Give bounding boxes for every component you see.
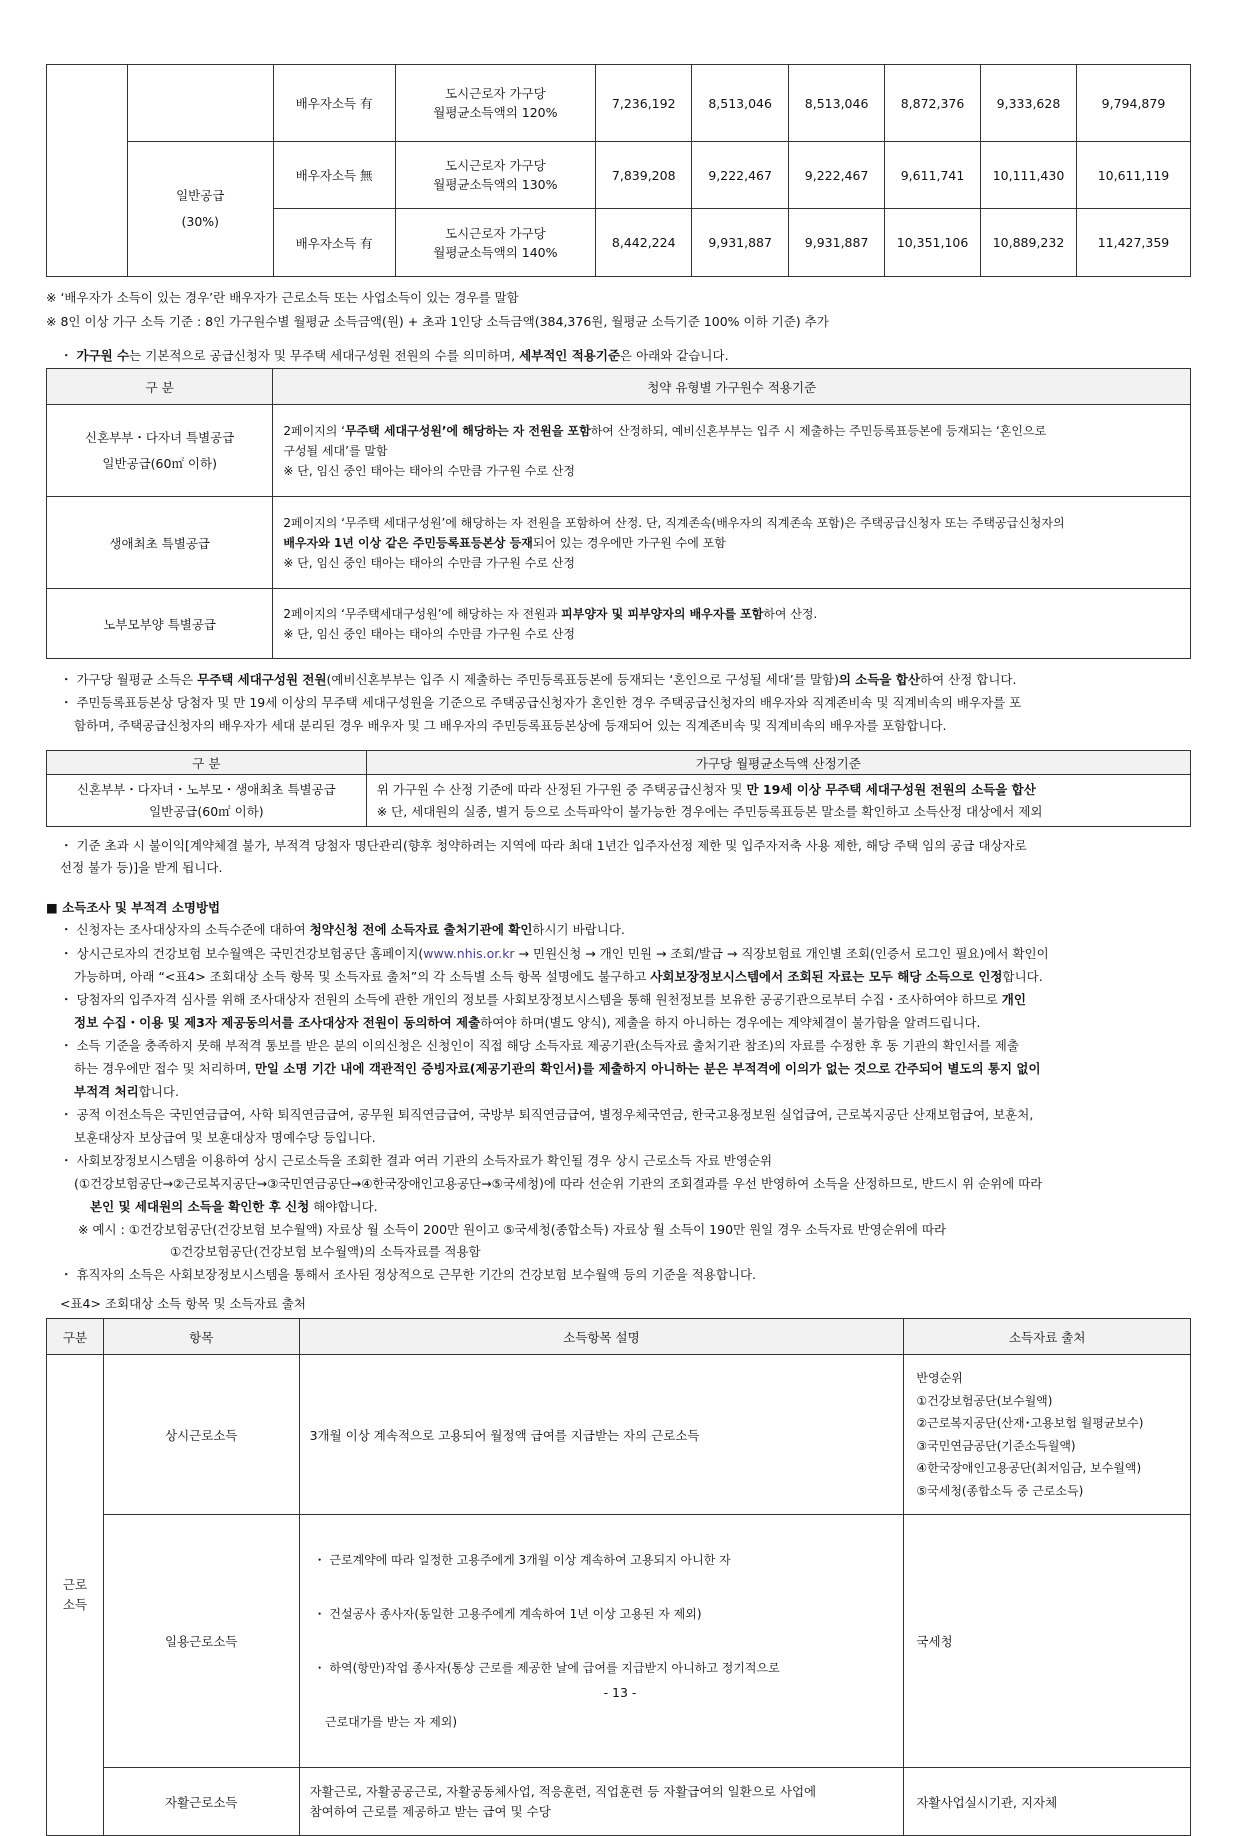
penalty-line-1: ・ 기준 초과 시 불이익[계약체결 불가, 부적격 당첨자 명단관리(향후 청약하려는 지역에 따라 최대 1년간 입주자선정 제한 및 입주자저축 사용 제한, 해당 주택 임의 공급 대상자로 bbox=[60, 838, 1027, 853]
income-bullet-1: ・ 가구당 월평균 소득은 무주택 세대구성원 전원(예비신혼부부는 입주 시 제출하는 주민등록표등본에 등재되는 ‘혼인으로 구성될 세대’를 말함)의 소득을 합산하여 산정 합니다. bbox=[60, 672, 1017, 687]
source-cell: 국세청 bbox=[904, 1515, 1191, 1768]
header-category: 구 분 bbox=[47, 751, 367, 775]
household-bullet: ・ 가구원 수는 기본적으로 공급신청자 및 무주택 세대구성원 전원의 수를 의미하며, 세부적인 적용기준은 아래와 같습니다. bbox=[60, 348, 729, 363]
spouse-income-cell: 배우자소득 有 bbox=[273, 209, 395, 277]
value-cell: 9,222,467 bbox=[789, 142, 885, 209]
table4-caption: <표4> 조회대상 소득 항목 및 소득자료 출처 bbox=[60, 1296, 306, 1311]
value-cell: 8,513,046 bbox=[789, 65, 885, 142]
item-cell: 일용근로소득 bbox=[103, 1515, 299, 1768]
household-count-table bbox=[46, 368, 1191, 659]
basis-cell: 도시근로자 가구당 월평균소득액의 140% bbox=[395, 209, 596, 277]
value-cell: 8,442,224 bbox=[596, 209, 692, 277]
desc-cell: ・ 근로계약에 따라 일정한 고용주에게 3개월 이상 계속하여 고용되지 아니한 자 ・ 건설공사 종사자(동일한 고용주에게 계속하여 1년 이상 고용된 자 제외) ・ 하역(항만)작업 종사자(통상 근로를 제공한 날에 급여를 지급받지 아니하고 정기적으로 근로대가를 받는 자 제외) bbox=[299, 1515, 904, 1768]
value-cell: 9,794,879 bbox=[1076, 65, 1190, 142]
header-category: 구 분 bbox=[47, 369, 273, 405]
outer-blank-cell bbox=[47, 65, 128, 277]
header-desc: 소득항목 설명 bbox=[299, 1319, 904, 1355]
header-item: 항목 bbox=[103, 1319, 299, 1355]
source-cell: 자활사업실시기관, 지자체 bbox=[904, 1768, 1191, 1836]
row-label: 신혼부부・다자녀・노부모・생애최초 특별공급 일반공급(60㎡ 이하) bbox=[47, 775, 367, 827]
value-cell: 9,222,467 bbox=[692, 142, 789, 209]
row-criteria: 위 가구원 수 산정 기준에 따라 산정된 가구원 중 주택공급신청자 및 만 19세 이상 무주택 세대구성원 전원의 소득을 합산 ※ 단, 세대원의 실종, 별거 등으로 소득파악이 불가능한 경우에는 주민등록표등본 말소를 확인하고 소득산정 대상에서 제외 bbox=[366, 775, 1190, 827]
value-cell: 8,872,376 bbox=[885, 65, 981, 142]
desc-cell: 자활근로, 자활공공근로, 자활공동체사업, 적응훈련, 직업훈련 등 자활급여의 일환으로 사업에 참여하여 근로를 제공하고 받는 급여 및 수당 bbox=[299, 1768, 904, 1836]
note-spouse: ※ ‘배우자가 소득이 있는 경우’란 배우자가 근로소득 또는 사업소득이 있는 경우를 말함 bbox=[46, 290, 519, 305]
row-label: 노부모부양 특별공급 bbox=[47, 589, 273, 659]
value-cell: 10,611,119 bbox=[1076, 142, 1190, 209]
row-criteria: 2페이지의 ‘무주택세대구성원’에 해당하는 자 전원과 피부양자 및 피부양자의 배우자를 포함하여 산정. ※ 단, 임신 중인 태아는 태아의 수만큼 가구원 수로 산정 bbox=[273, 589, 1191, 659]
row-criteria: 2페이지의 ‘무주택 세대구성원’에 해당하는 자 전원을 포함하여 산정하되, 예비신혼부부는 입주 시 제출하는 주민등록표등본에 등재되는 ‘혼인으로 구성될 세대’를 말함 ※ 단, 임신 중인 태아는 태아의 수만큼 가구원 수로 산정 bbox=[273, 405, 1191, 497]
blank-cell bbox=[127, 65, 273, 142]
note-8person: ※ 8인 이상 가구 소득 기준 : 8인 가구원수별 월평균 소득금액(원) + 초과 1인당 소득금액(384,376원, 월평균 소득기준 100% 이하 기준) 추가 bbox=[46, 314, 829, 329]
income-bullet-2: ・ 주민등록표등본상 당첨자 및 만 19세 이상의 무주택 세대구성원을 기준으로 주택공급신청자가 혼인한 경우 주택공급신청자의 배우자와 직계존비속 및 직계비속의 배우자를 포 bbox=[60, 695, 1022, 710]
basis-cell: 도시근로자 가구당 월평균소득액의 120% bbox=[395, 65, 596, 142]
nhis-link[interactable]: www.nhis.or.kr bbox=[423, 946, 515, 961]
item-cell: 상시근로소득 bbox=[103, 1355, 299, 1515]
desc-cell: 3개월 이상 계속적으로 고용되어 월정액 급여를 지급받는 자의 근로소득 bbox=[299, 1355, 904, 1515]
general-supply-label: 일반공급 (30%) bbox=[127, 142, 273, 277]
value-cell: 7,839,208 bbox=[596, 142, 692, 209]
group-label: 근로 소득 bbox=[47, 1355, 104, 1836]
value-cell: 9,333,628 bbox=[981, 65, 1077, 142]
income-calc-table bbox=[46, 750, 1191, 827]
header-criteria: 청약 유형별 가구원수 적용기준 bbox=[273, 369, 1191, 405]
spouse-income-cell: 배우자소득 有 bbox=[273, 65, 395, 142]
row-criteria: 2페이지의 ‘무주택 세대구성원’에 해당하는 자 전원을 포함하여 산정. 단, 직계존속(배우자의 직계존속 포함)은 주택공급신청자 또는 주택공급신청자의 배우자와 1년 이상 같은 주민등록표등본상 등재되어 있는 경우에만 가구원 수에 포함 ※ 단, 임신 중인 태아는 태아의 수만큼 가구원 수로 산정 bbox=[273, 497, 1191, 589]
header-criteria: 가구당 월평균소득액 산정기준 bbox=[366, 751, 1190, 775]
penalty-line-2: 선정 불가 등)]을 받게 됩니다. bbox=[60, 860, 223, 875]
value-cell: 10,889,232 bbox=[981, 209, 1077, 277]
section-title: ■ 소득조사 및 부적격 소명방법 bbox=[46, 900, 221, 915]
value-cell: 10,111,430 bbox=[981, 142, 1077, 209]
income-limit-table bbox=[46, 64, 1191, 277]
spouse-income-cell: 배우자소득 無 bbox=[273, 142, 395, 209]
header-source: 소득자료 출처 bbox=[904, 1319, 1191, 1355]
row-label: 생애최초 특별공급 bbox=[47, 497, 273, 589]
value-cell: 9,931,887 bbox=[789, 209, 885, 277]
value-cell: 9,611,741 bbox=[885, 142, 981, 209]
value-cell: 10,351,106 bbox=[885, 209, 981, 277]
page-number: - 13 - bbox=[603, 1685, 637, 1700]
basis-cell: 도시근로자 가구당 월평균소득액의 130% bbox=[395, 142, 596, 209]
row-label: 신혼부부・다자녀 특별공급 일반공급(60㎡ 이하) bbox=[47, 405, 273, 497]
value-cell: 9,931,887 bbox=[692, 209, 789, 277]
income-source-table bbox=[46, 1318, 1191, 1836]
item-cell: 자활근로소득 bbox=[103, 1768, 299, 1836]
value-cell: 11,427,359 bbox=[1076, 209, 1190, 277]
value-cell: 7,236,192 bbox=[596, 65, 692, 142]
income-bullet-2-cont: 함하며, 주택공급신청자의 배우자가 세대 분리된 경우 배우자 및 그 배우자의 주민등록표등본상에 등재되어 있는 직계존비속 및 직계비속의 배우자를 포함합니다. bbox=[74, 718, 947, 733]
source-cell: 반영순위 ①건강보험공단(보수월액) ②근로복지공단(산재･고용보험 월평균보수) ③국민연금공단(기준소득월액) ④한국장애인고용공단(최저임금, 보수월액) ⑤국세청(종합소득 중 근로소득) bbox=[904, 1355, 1191, 1515]
value-cell: 8,513,046 bbox=[692, 65, 789, 142]
header-group: 구분 bbox=[47, 1319, 104, 1355]
